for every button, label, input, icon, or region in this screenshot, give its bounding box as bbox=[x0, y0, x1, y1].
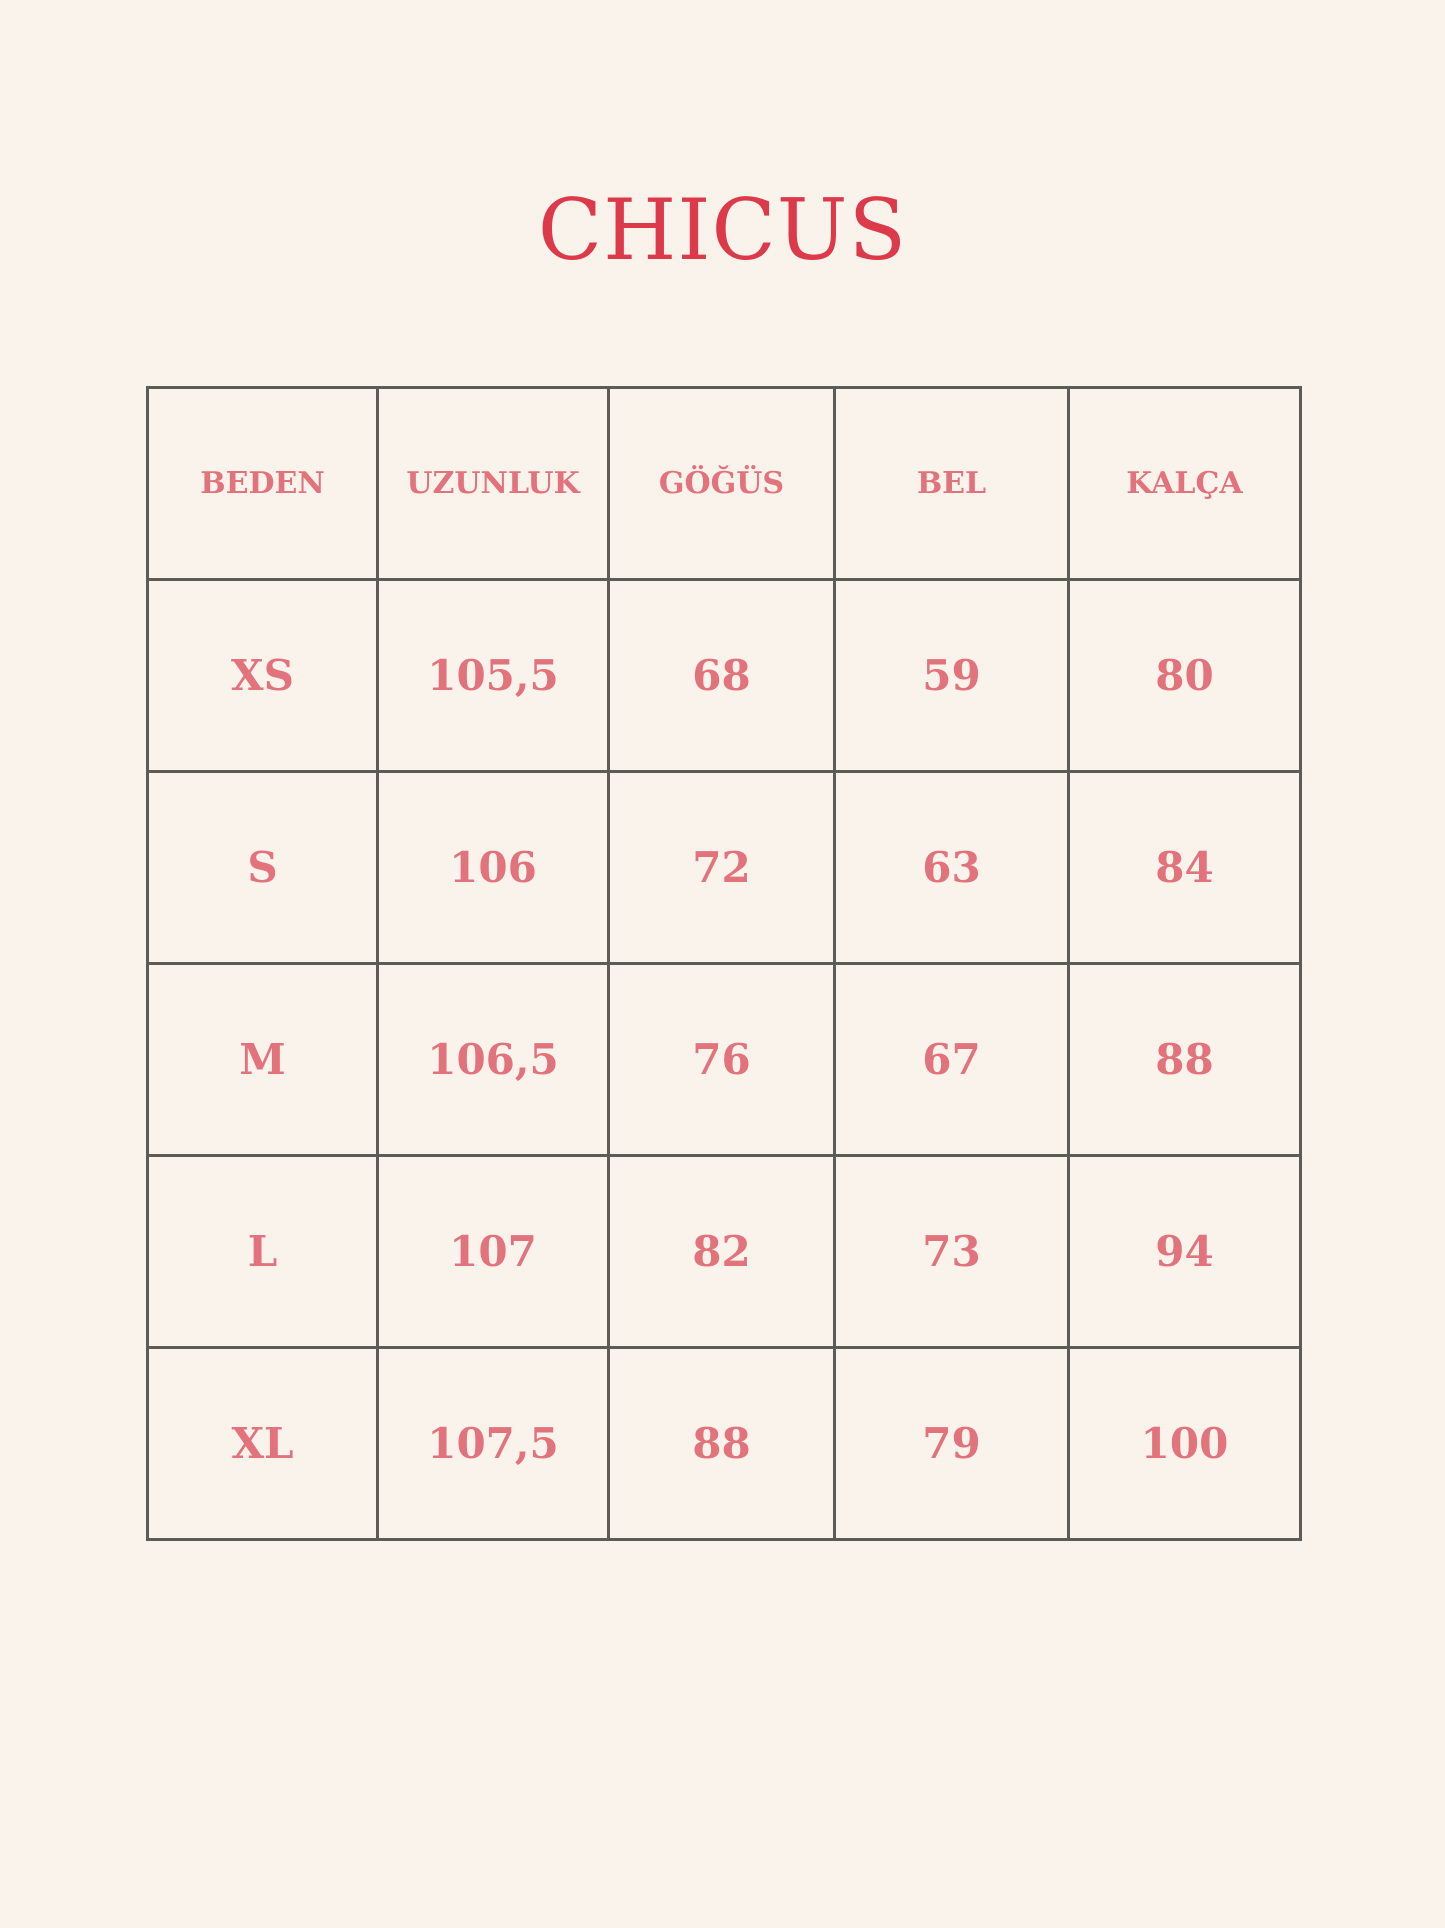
table-header-row bbox=[148, 388, 1301, 580]
cell-length: 107 bbox=[378, 1156, 609, 1348]
cell-chest: 82 bbox=[609, 1156, 835, 1348]
cell-size: L bbox=[148, 1156, 378, 1348]
header-beden: BEDEN bbox=[148, 388, 378, 580]
size-chart-table bbox=[146, 386, 1302, 1541]
cell-waist: 79 bbox=[835, 1348, 1069, 1540]
header-gogus: GÖĞÜS bbox=[609, 388, 835, 580]
cell-hip: 88 bbox=[1069, 964, 1301, 1156]
table-row bbox=[148, 1348, 1301, 1540]
cell-size: XL bbox=[148, 1348, 378, 1540]
cell-length: 105,5 bbox=[378, 580, 609, 772]
cell-hip: 80 bbox=[1069, 580, 1301, 772]
table-row bbox=[148, 772, 1301, 964]
brand-title: CHICUS bbox=[537, 181, 908, 279]
table-row bbox=[148, 1156, 1301, 1348]
cell-waist: 63 bbox=[835, 772, 1069, 964]
cell-waist: 73 bbox=[835, 1156, 1069, 1348]
cell-chest: 72 bbox=[609, 772, 835, 964]
cell-length: 107,5 bbox=[378, 1348, 609, 1540]
cell-hip: 84 bbox=[1069, 772, 1301, 964]
cell-hip: 94 bbox=[1069, 1156, 1301, 1348]
cell-length: 106 bbox=[378, 772, 609, 964]
cell-chest: 68 bbox=[609, 580, 835, 772]
cell-size: S bbox=[148, 772, 378, 964]
cell-length: 106,5 bbox=[378, 964, 609, 1156]
cell-chest: 76 bbox=[609, 964, 835, 1156]
header-kalca: KALÇA bbox=[1069, 388, 1301, 580]
cell-waist: 59 bbox=[835, 580, 1069, 772]
table-row bbox=[148, 580, 1301, 772]
cell-hip: 100 bbox=[1069, 1348, 1301, 1540]
header-uzunluk: UZUNLUK bbox=[378, 388, 609, 580]
cell-waist: 67 bbox=[835, 964, 1069, 1156]
table-row bbox=[148, 964, 1301, 1156]
cell-size: XS bbox=[148, 580, 378, 772]
header-bel: BEL bbox=[835, 388, 1069, 580]
cell-size: M bbox=[148, 964, 378, 1156]
cell-chest: 88 bbox=[609, 1348, 835, 1540]
